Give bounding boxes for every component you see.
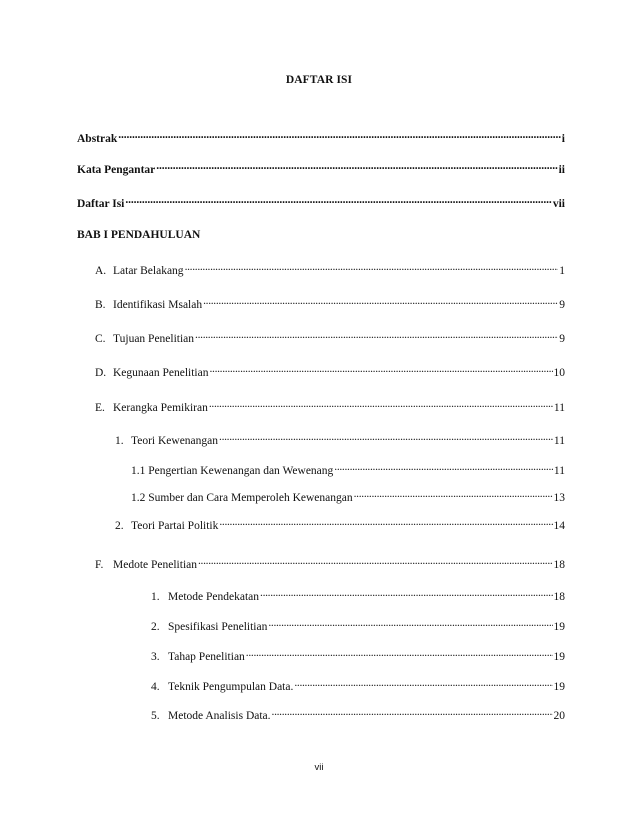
dot-leader [209, 362, 552, 376]
toc-entry-abstrak[interactable] [77, 128, 565, 146]
toc-label: Daftar Isi [77, 198, 125, 210]
toc-entry-teknik-pengumpulan[interactable] [151, 676, 565, 694]
toc-number: 2. [151, 621, 160, 633]
toc-page-number: 14 [553, 520, 565, 532]
toc-entry-tujuan[interactable] [95, 328, 565, 346]
dot-leader [209, 397, 553, 411]
dot-leader [219, 515, 552, 529]
toc-page-number: 19 [553, 651, 565, 663]
toc-entry-kegunaan[interactable] [95, 362, 565, 380]
toc-page-number: 19 [553, 681, 565, 693]
toc-label: Metode Pendekatan [168, 591, 260, 603]
toc-entry-spesifikasi[interactable] [151, 616, 565, 634]
toc-entry-kerangka[interactable] [95, 397, 565, 415]
toc-number: 5. [151, 710, 160, 722]
toc-entry-tahap-penelitian[interactable] [151, 646, 565, 664]
toc-page-number: 19 [553, 621, 565, 633]
toc-number: D. [95, 367, 107, 379]
toc-entry-kata-pengantar[interactable] [77, 159, 565, 177]
toc-entry-latar-belakang[interactable] [95, 260, 565, 278]
toc-label: 1.1 Pengertian Kewenangan dan Wewenang [131, 465, 334, 477]
toc-label: Identifikasi Msalah [113, 299, 203, 311]
toc-page-number: 18 [553, 559, 565, 571]
toc-page-number: 20 [553, 710, 565, 722]
toc-label: Kegunaan Penelitian [113, 367, 209, 379]
toc-number: B. [95, 299, 106, 311]
toc-page-number: i [561, 133, 565, 145]
toc-number: F. [95, 559, 104, 571]
toc-page-number: 11 [553, 402, 565, 414]
dot-leader [334, 460, 553, 474]
dot-leader [198, 554, 553, 568]
dot-leader [156, 159, 557, 173]
dot-leader [354, 487, 553, 501]
toc-page-number: 1 [559, 265, 565, 277]
toc-label: Kata Pengantar [77, 164, 156, 176]
toc-number: 3. [151, 651, 160, 663]
toc-number: 1. [151, 591, 160, 603]
dot-leader [125, 193, 551, 207]
toc-page-number: ii [558, 164, 565, 176]
dot-leader [195, 328, 558, 342]
toc-entry-teori-kewenangan[interactable] [115, 430, 565, 448]
toc-label: Medote Penelitian [113, 559, 197, 571]
dot-leader [294, 676, 552, 690]
dot-leader [260, 586, 552, 600]
toc-label: Tujuan Penelitian [113, 333, 195, 345]
toc-label: Teori Kewenangan [131, 435, 219, 447]
toc-number: 4. [151, 681, 160, 693]
toc-entry-sumber-kewenangan[interactable] [131, 487, 565, 505]
toc-label: Tahap Penelitian [168, 651, 245, 663]
toc-entry-metode-pendekatan[interactable] [151, 586, 565, 604]
chapter-heading: BAB I PENDAHULUAN [77, 229, 201, 241]
page-title: DAFTAR ISI [285, 74, 353, 86]
toc-label: 1.2 Sumber dan Cara Memperoleh Kewenangan [131, 492, 353, 504]
dot-leader [203, 294, 558, 308]
toc-entry-teori-partai-politik[interactable] [115, 515, 565, 533]
dot-leader [185, 260, 559, 274]
toc-page-number: 9 [559, 299, 565, 311]
dot-leader [118, 128, 561, 142]
toc-number: 2. [115, 520, 124, 532]
toc-page-number: 11 [553, 435, 565, 447]
footer-page-number: vii [314, 762, 324, 773]
toc-page-number: 18 [553, 591, 565, 603]
toc-label: Teori Partai Politik [131, 520, 219, 532]
toc-page-number: 13 [553, 492, 565, 504]
toc-entry-identifikasi[interactable] [95, 294, 565, 312]
toc-entry-daftar-isi[interactable] [77, 193, 565, 211]
toc-label: Kerangka Pemikiran [113, 402, 208, 414]
dot-leader [219, 430, 553, 444]
toc-entry-pengertian-kewenangan[interactable] [131, 460, 565, 478]
toc-label: Latar Belakang [113, 265, 184, 277]
toc-number: 1. [115, 435, 124, 447]
toc-page-number: vii [552, 198, 565, 210]
dot-leader [246, 646, 553, 660]
toc-label: Abstrak [77, 133, 118, 145]
toc-label: Metode Analisis Data. [168, 710, 271, 722]
toc-label: Teknik Pengumpulan Data. [168, 681, 294, 693]
dot-leader [268, 616, 552, 630]
toc-page-number: 10 [553, 367, 565, 379]
toc-number: C. [95, 333, 106, 345]
toc-label: Spesifikasi Penelitian [168, 621, 268, 633]
toc-number: A. [95, 265, 107, 277]
toc-page-number: 11 [553, 465, 565, 477]
toc-entry-metode-penelitian[interactable] [95, 554, 565, 572]
toc-page-number: 9 [559, 333, 565, 345]
toc-entry-metode-analisis[interactable] [151, 705, 565, 723]
toc-number: E. [95, 402, 105, 414]
dot-leader [272, 705, 553, 719]
